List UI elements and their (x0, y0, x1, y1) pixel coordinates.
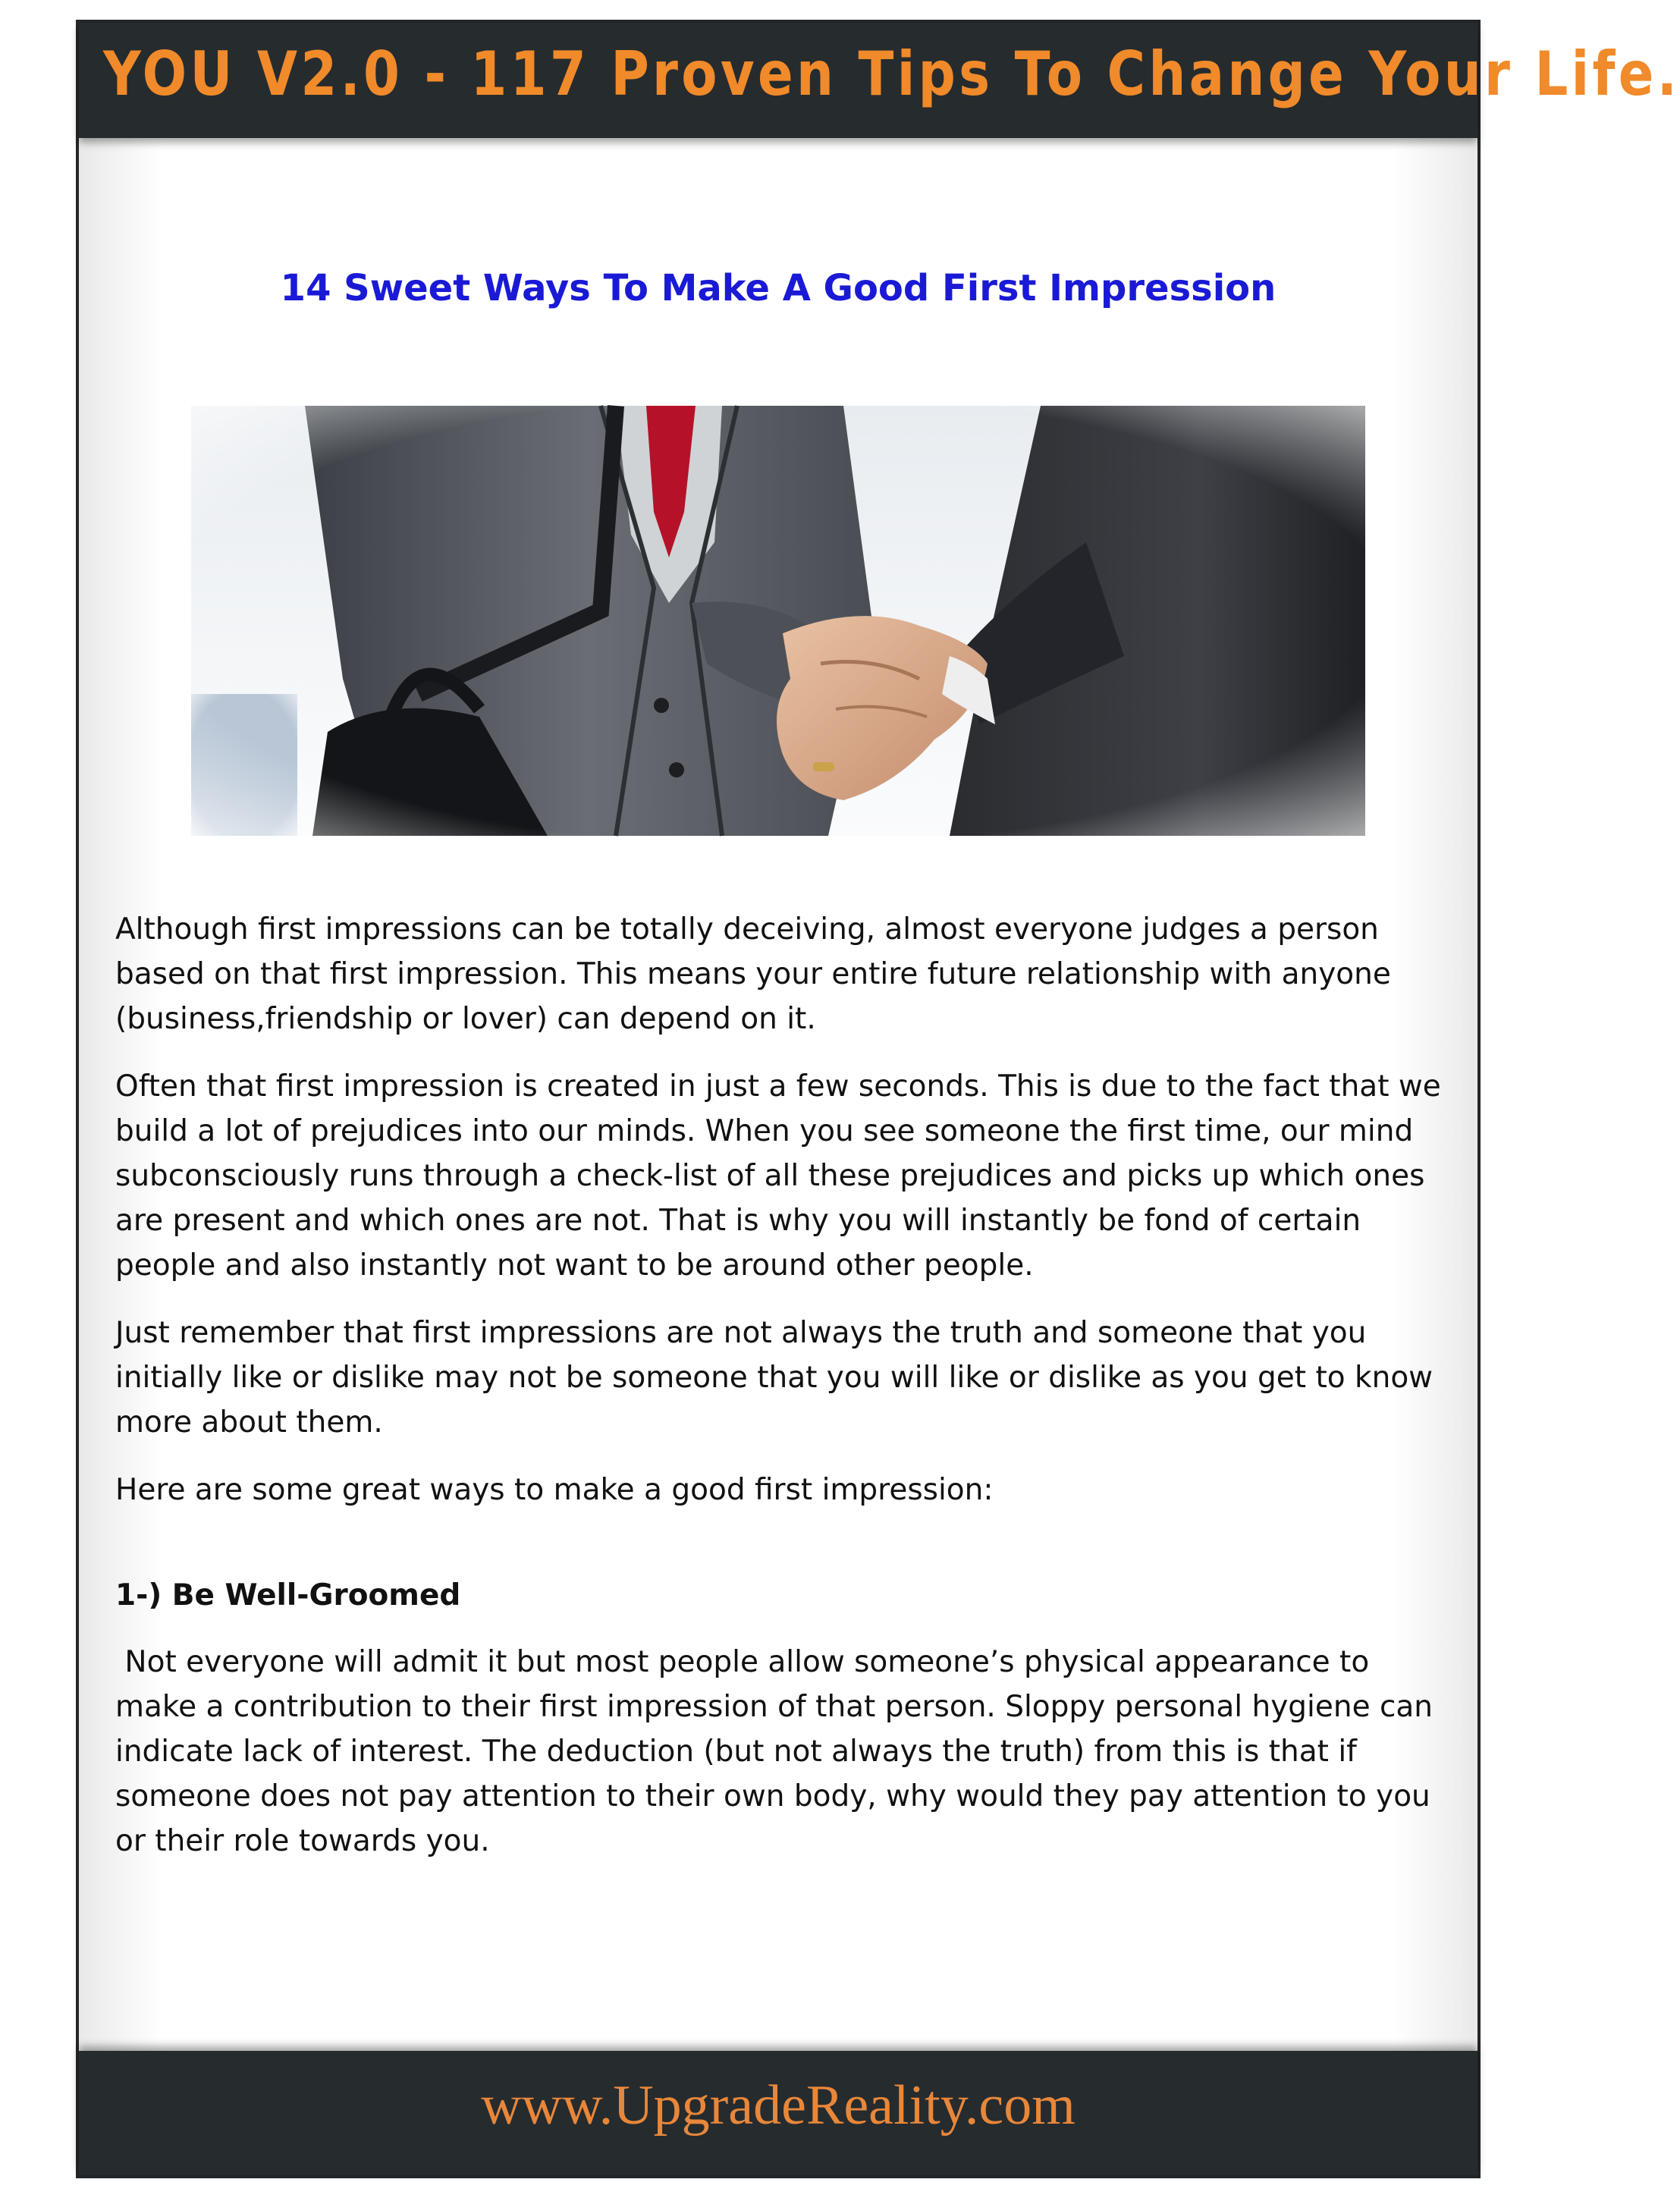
handshake-illustration (191, 406, 1365, 836)
header-title: YOU V2.0 - 117 Proven Tips To Change Your Life. (103, 39, 1680, 109)
page-frame (76, 20, 1680, 2178)
footer-bar (79, 2051, 1477, 2175)
paragraph: Although first impressions can be totally deceiving, almost everyone judges a person based on that first impression. This means your entire future relationship with anyone (business,friendship or lover) can depend on it. (115, 912, 1391, 1036)
document-heading: 14 Sweet Ways To Make A Good First Impression (280, 267, 1276, 309)
paragraph: Here are some great ways to make a good first impression: (115, 1473, 994, 1507)
paragraph: Often that first impression is created in just a few seconds. This is due to the fact that we build a lot of prejudices into our minds. When you see someone the first time, our mind subconsciously runs through a check-list of all these prejudices and picks up which ones are present and which ones are not. That is why you will instantly be fond of certain people and also instantly not want to be around other people. (115, 1069, 1441, 1283)
header-bar (79, 23, 1680, 138)
footer-url[interactable]: www.UpgradeReality.com (481, 2074, 1076, 2137)
tip-heading: 1-) Be Well-Groomed (115, 1578, 461, 1612)
paragraph: Just remember that first impressions are not always the truth and someone that you initially like or dislike may not be someone that you will like or dislike as you get to know more about them. (115, 1316, 1433, 1440)
tip-paragraph: Not everyone will admit it but most people allow someone’s physical appearance to make a contribution to their first impression of that person. Sloppy personal hygiene can indicate lack of interest. The deduction (but not always the truth) from this is that if someone does not pay attention to their own body, why would they pay attention to you or their role towards you. (115, 1645, 1443, 1858)
content-area (79, 138, 1477, 2072)
handshake-photo (191, 406, 1365, 836)
